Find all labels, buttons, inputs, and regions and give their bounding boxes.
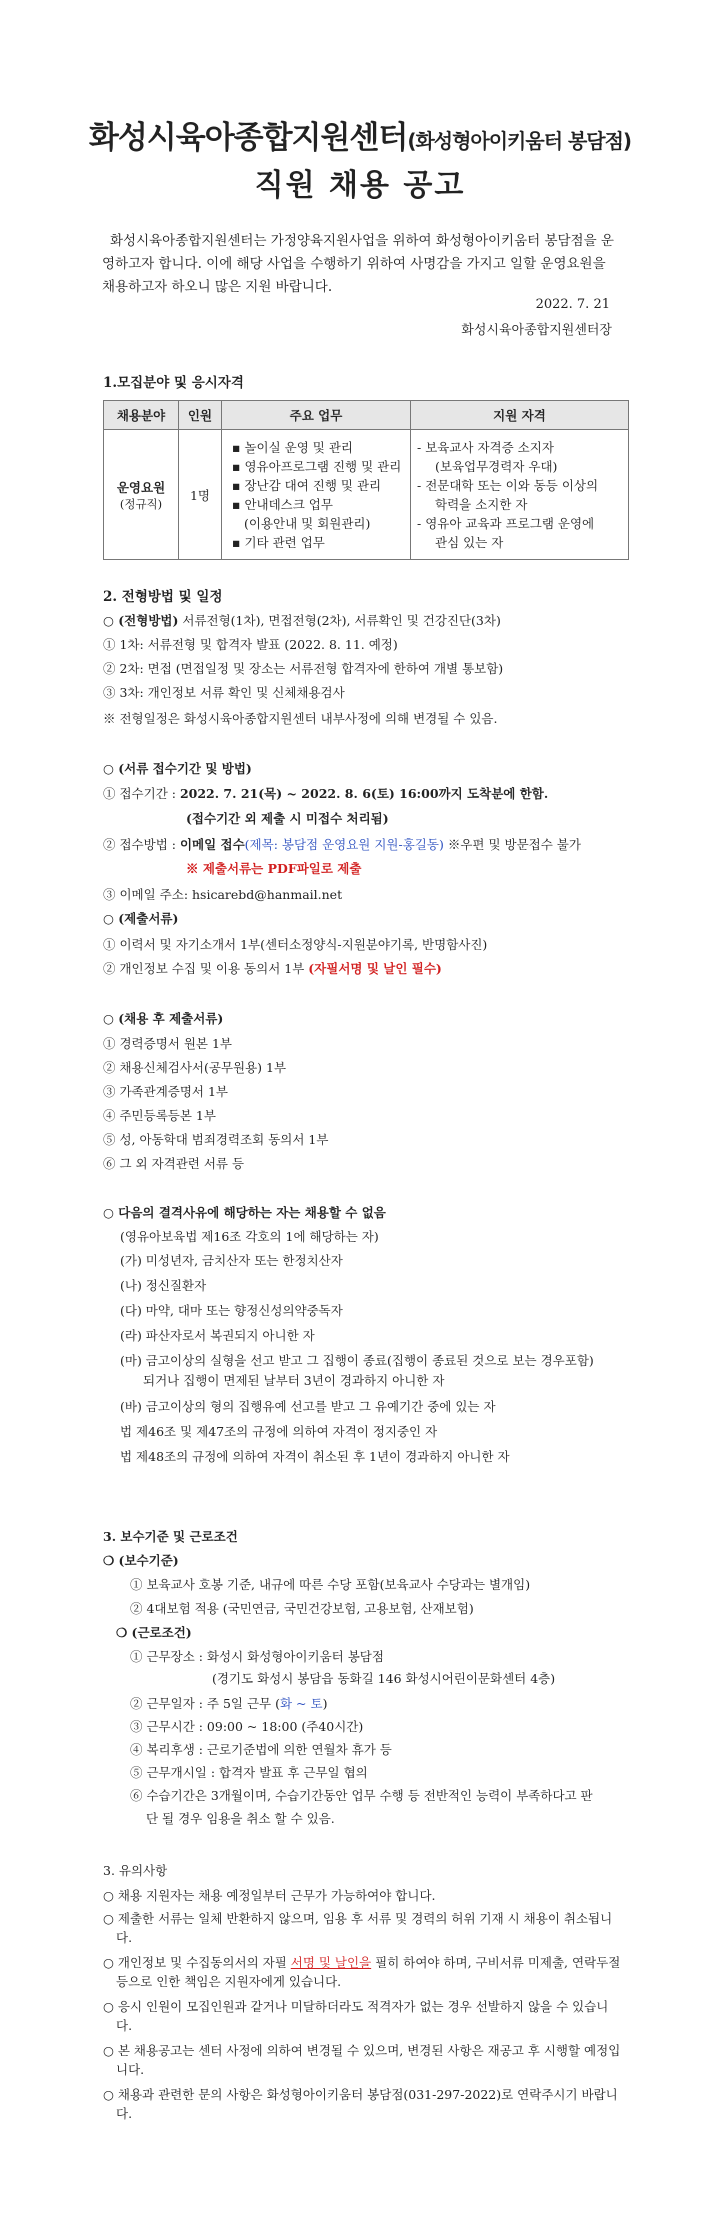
intro-paragraph: 화성시육아종합지원센터는 가정양육지원사업을 위하여 화성형아이키움터 봉담점을 운영하고자 합니다. 이에 해당 사업을 수행하기 위하여 사명감을 가지고 일할 운영요원을 채용하고자 하오니 많은 지원 바랍니다. — [102, 233, 614, 295]
cell-duties — [222, 430, 411, 560]
work-place: ① 근무장소 : 화성시 화성형아이키움터 봉담점 — [130, 1649, 384, 1664]
table-row — [104, 430, 629, 560]
recruit-table — [103, 400, 629, 560]
method-line: ② 접수방법 : 이메일 접수(제목: 봉담점 운영요원 지원-홍길동) ※우편 및 방문접수 불가 — [103, 837, 581, 852]
work-days: ② 근무일자 : 주 5일 근무 (화 ~ 토) — [130, 1696, 328, 1711]
note-item: ○ 개인정보 및 수집동의서의 자필 서명 및 날인을 필히 하여야 하며, 구비서류 미제출, 연락두절 등으로 인한 책임은 지원자에게 있습니다. — [103, 1955, 621, 1989]
page-subtitle: 직원 채용 공고 — [254, 168, 466, 203]
disq-item: (라) 파산자로서 복권되지 아니한 자 — [120, 1328, 315, 1343]
probation-cont: 단 될 경우 임용을 취소 할 수 있음. — [146, 1811, 335, 1826]
cell-field — [104, 430, 179, 560]
th-field: 채용분야 — [104, 401, 179, 430]
note-item: ○ 제출한 서류는 일체 반환하지 않으며, 임용 후 서류 및 경력의 허위 기재 시 채용이 취소됩니다. — [103, 1911, 613, 1945]
section1-heading: 1.모집분야 및 응시자격 — [103, 375, 244, 391]
step-3: ③ 3차: 개인정보 서류 확인 및 신체채용검사 — [103, 685, 345, 700]
notes-list — [103, 1886, 623, 2123]
period-heading: ○ (서류 접수기간 및 방법) — [103, 761, 252, 776]
page-title-sub: (화성형아이키움터 봉담점) — [407, 129, 632, 153]
after-docs-heading: ○ (채용 후 제출서류) — [103, 1011, 224, 1026]
after-doc: ⑥ 그 외 자격관련 서류 등 — [103, 1156, 245, 1171]
qual-item: (보육업무경력자 우대) — [435, 459, 558, 474]
step-1: ① 1차: 서류전형 및 합격자 발표 (2022. 8. 11. 예정) — [103, 637, 398, 652]
step-2: ② 2차: 면접 (면접일정 및 장소는 서류전형 합격자에 한하여 개별 통보함) — [103, 661, 504, 676]
qual-item: - 영유아 교육과 프로그램 운영에 — [417, 516, 595, 531]
schedule-note: ※ 전형일정은 화성시육아종합지원센터 내부사정에 의해 변경될 수 있음. — [103, 711, 498, 726]
section3-heading: 3. 보수기준 및 근로조건 — [103, 1529, 238, 1544]
duty-item: ▪ 놀이실 운영 및 관리 — [232, 439, 353, 455]
field-type: (정규직) — [119, 496, 163, 511]
docs-heading: ○ (제출서류) — [103, 911, 179, 926]
disq-item: (바) 금고이상의 형의 집행유예 선고를 받고 그 유예기간 중에 있는 자 — [120, 1399, 496, 1414]
qual-item: 학력을 소지한 자 — [435, 497, 528, 512]
th-quals: 지원 자격 — [411, 401, 629, 430]
pay-item: ② 4대보험 적용 (국민연금, 국민건강보험, 고용보험, 산재보험) — [130, 1601, 474, 1616]
selection-method: ○ (전형방법) 서류전형(1차), 면접전형(2차), 서류확인 및 건강진단(3차) — [103, 613, 501, 628]
after-doc: ② 채용신체검사서(공무원용) 1부 — [103, 1060, 287, 1075]
pdf-note: ※ 제출서류는 PDF파일로 제출 — [186, 861, 362, 876]
pay-item: ① 보육교사 호봉 기준, 내규에 따른 수당 포함(보육교사 수당과는 별개임) — [130, 1577, 531, 1592]
disq-item: (나) 정신질환자 — [120, 1278, 207, 1293]
duty-item: ▪ 영유아프로그램 진행 및 관리 — [232, 458, 402, 474]
period-note: (접수기간 외 제출 시 미접수 처리됨) — [186, 811, 389, 826]
disq-item: (마) 금고이상의 실형을 선고 받고 그 집행이 종료(집행이 종료된 것으로 보는 경우포함) — [120, 1353, 594, 1368]
issuer: 화성시육아종합지원센터장 — [461, 323, 612, 338]
qual-item: 관심 있는 자 — [435, 535, 504, 550]
welfare: ④ 복리후생 : 근로기준법에 의한 연월차 휴가 등 — [130, 1742, 392, 1757]
note-item: ○ 채용과 관련한 문의 사항은 화성형아이키움터 봉담점(031-297-2022)로 연락주시기 바랍니다. — [103, 2087, 618, 2121]
start-date: ⑤ 근무개시일 : 합격자 발표 후 근무일 협의 — [130, 1765, 368, 1780]
doc-1: ① 이력서 및 자기소개서 1부(센터소정양식-지원분야기록, 반명함사진) — [103, 937, 488, 952]
duty-item: ▪ 기타 관련 업무 — [232, 534, 325, 550]
notes-heading: 3. 유의사항 — [103, 1863, 168, 1878]
qual-item: - 보육교사 자격증 소지자 — [417, 440, 554, 455]
disq-item: 법 제48조의 규정에 의하여 자격이 취소된 후 1년이 경과하지 아니한 자 — [120, 1449, 510, 1464]
email-address: ③ 이메일 주소: hsicarebd@hanmail.net — [103, 887, 343, 902]
field-name: 운영요원 — [116, 479, 166, 495]
pay-heading: ❍ (보수기준) — [103, 1553, 179, 1568]
cell-quals — [411, 430, 629, 560]
th-duties: 주요 업무 — [222, 401, 411, 430]
disqualification-heading: ○ 다음의 결격사유에 해당하는 자는 채용할 수 없음 — [103, 1205, 386, 1220]
notice-date: 2022. 7. 21 — [535, 297, 610, 312]
after-doc: ③ 가족관계증명서 1부 — [103, 1084, 229, 1099]
after-doc: ④ 주민등록등본 1부 — [103, 1108, 216, 1123]
disq-item: 되거나 집행이 면제된 날부터 3년이 경과하지 아니한 자 — [143, 1373, 445, 1388]
duty-item: ▪ 안내데스크 업무 — [232, 496, 333, 512]
probation: ⑥ 수습기간은 3개월이며, 수습기간동안 업무 수행 등 전반적인 능력이 부족하다고 판 — [130, 1788, 593, 1803]
disq-item: (가) 미성년자, 금치산자 또는 한정치산자 — [120, 1253, 343, 1268]
disq-item: (영유아보육법 제16조 각호의 1에 해당하는 자) — [120, 1229, 379, 1244]
disq-item: (다) 마약, 대마 또는 향정신성의약중독자 — [120, 1303, 343, 1318]
disq-item: 법 제46조 및 제47조의 규정에 의하여 자격이 정지중인 자 — [120, 1424, 438, 1439]
section2-heading: 2. 전형방법 및 일정 — [103, 589, 223, 605]
doc-2: ② 개인정보 수집 및 이용 동의서 1부 (자필서명 및 날인 필수) — [103, 961, 442, 976]
table-header-row — [104, 401, 629, 430]
after-doc: ① 경력증명서 원본 1부 — [103, 1036, 232, 1051]
note-item: ○ 채용 지원자는 채용 예정일부터 근무가 가능하여야 합니다. — [103, 1888, 436, 1903]
th-count: 인원 — [179, 401, 222, 430]
qual-item: - 전문대학 또는 이와 동등 이상의 — [417, 478, 599, 493]
work-address: (경기도 화성시 봉담읍 동화길 146 화성시어린이문화센터 4층) — [212, 1671, 556, 1686]
page-title: 화성시육아종합지원센터(화성형아이키움터 봉담점) — [88, 120, 632, 156]
duty-item: ▪ 장난감 대여 진행 및 관리 — [232, 477, 382, 493]
work-heading: ❍ (근로조건) — [116, 1625, 192, 1640]
duty-item: (이용안내 및 회원관리) — [244, 515, 371, 531]
note-item: ○ 본 채용공고는 센터 사정에 의하여 변경될 수 있으며, 변경된 사항은 재공고 후 시행할 예정입니다. — [103, 2043, 621, 2077]
note-item: ○ 응시 인원이 모집인원과 같거나 미달하더라도 적격자가 없는 경우 선발하지 않을 수 있습니다. — [103, 1999, 609, 2033]
work-hours: ③ 근무시간 : 09:00 ~ 18:00 (주40시간) — [130, 1719, 364, 1734]
after-doc: ⑤ 성, 아동학대 범죄경력조회 동의서 1부 — [103, 1132, 329, 1147]
cell-count: 1명 — [179, 430, 222, 560]
period-line: ① 접수기간 : 2022. 7. 21(목) ~ 2022. 8. 6(토) 16:00까지 도착분에 한함. — [103, 786, 549, 801]
